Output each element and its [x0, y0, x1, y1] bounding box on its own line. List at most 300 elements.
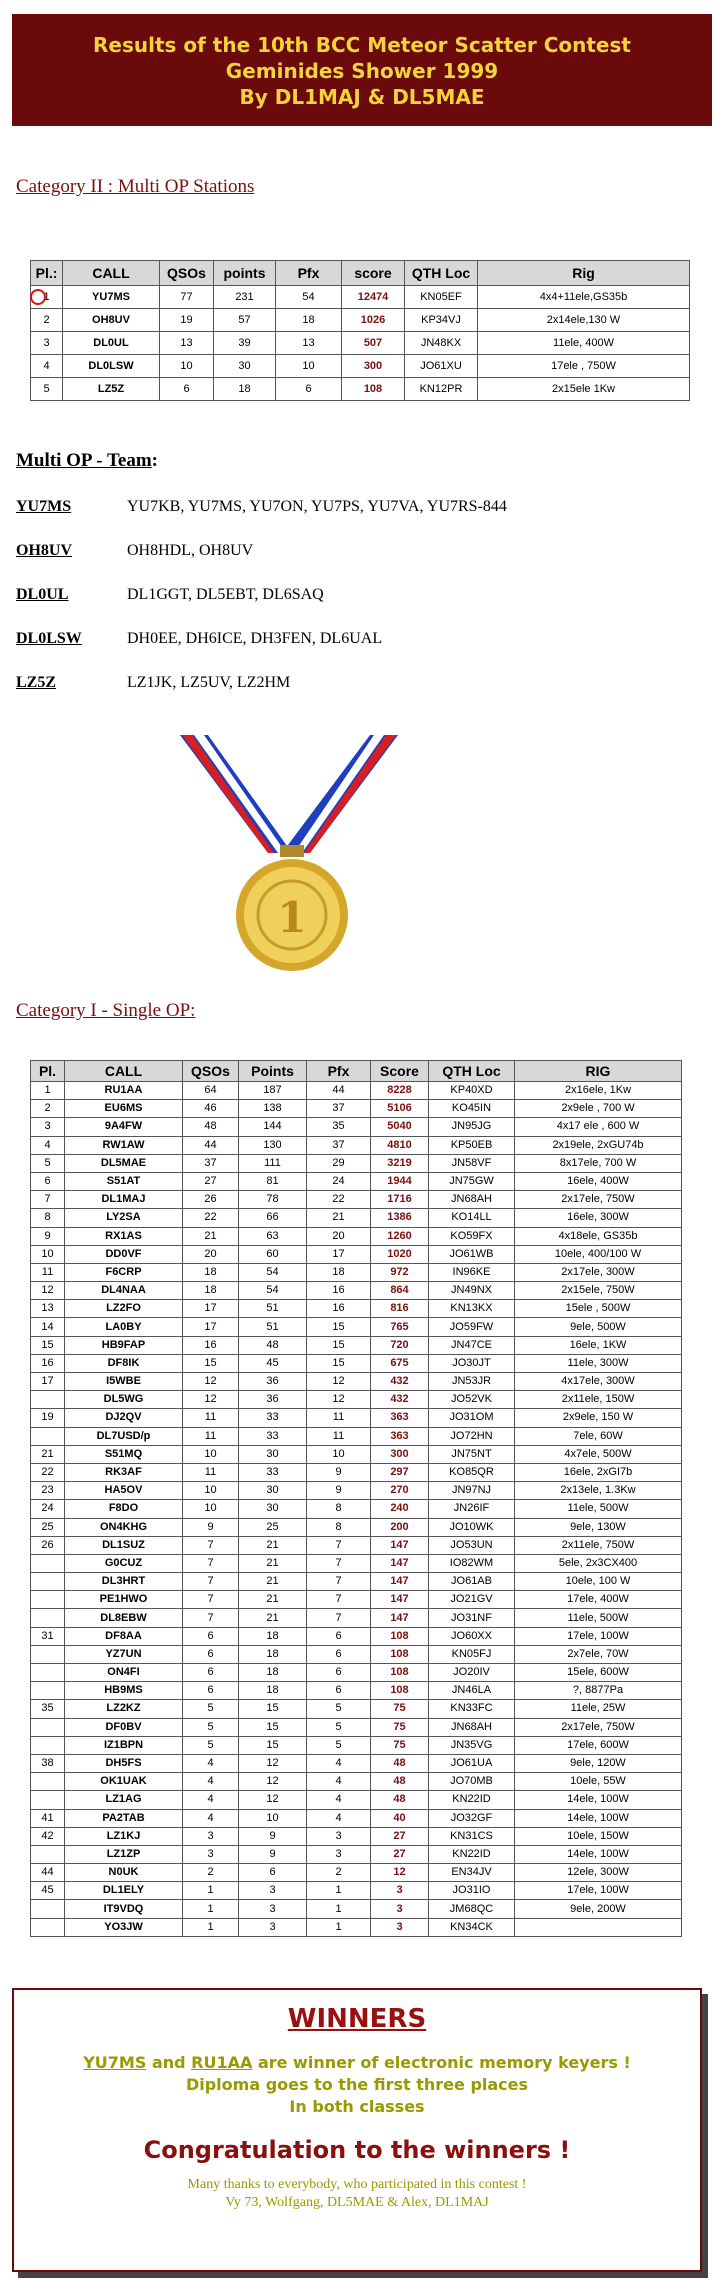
- qsos-cell: 37: [183, 1154, 239, 1172]
- pfx-cell: 22: [307, 1191, 371, 1209]
- call-cell: LZ1ZP: [65, 1845, 183, 1863]
- pfx-cell: 37: [307, 1100, 371, 1118]
- score-cell: 108: [371, 1645, 429, 1663]
- qth-loc-cell: JM68QC: [429, 1900, 515, 1918]
- table-row: [31, 1263, 682, 1281]
- pfx-cell: 15: [307, 1354, 371, 1372]
- table-row: [31, 1373, 682, 1391]
- table-row: [31, 1591, 682, 1609]
- column-header: Points: [239, 1061, 307, 1082]
- winners-line1-rest: are winner of electronic memory keyers !: [252, 2053, 631, 2072]
- pfx-cell: 9: [307, 1482, 371, 1500]
- points-cell: 144: [239, 1118, 307, 1136]
- points-cell: 60: [239, 1245, 307, 1263]
- qth-loc-cell: KO85QR: [429, 1463, 515, 1481]
- qsos-cell: 12: [183, 1391, 239, 1409]
- table-row: [31, 1482, 682, 1500]
- points-cell: 9: [239, 1827, 307, 1845]
- team-members: DL1GGT, DL5EBT, DL6SAQ: [127, 586, 324, 603]
- rig-cell: 2x17ele, 300W: [515, 1263, 682, 1281]
- winners-line1: [14, 2052, 700, 2074]
- points-cell: 10: [239, 1809, 307, 1827]
- pfx-cell: 9: [307, 1463, 371, 1481]
- score-cell: 816: [371, 1300, 429, 1318]
- team-row: [16, 630, 382, 648]
- rig-cell: 16ele, 300W: [515, 1209, 682, 1227]
- pfx-cell: 5: [307, 1700, 371, 1718]
- table-row: [31, 1627, 682, 1645]
- points-cell: 18: [239, 1627, 307, 1645]
- call-cell: DD0VF: [65, 1245, 183, 1263]
- points-cell: 30: [214, 355, 276, 378]
- qth-loc-cell: JN35VG: [429, 1736, 515, 1754]
- place-cell: 16: [31, 1354, 65, 1372]
- score-cell: 108: [371, 1664, 429, 1682]
- rig-cell: 2x14ele,130 W: [478, 309, 690, 332]
- call-cell: G0CUZ: [65, 1554, 183, 1572]
- points-cell: 36: [239, 1373, 307, 1391]
- points-cell: 9: [239, 1845, 307, 1863]
- call-cell: LY2SA: [65, 1209, 183, 1227]
- place-cell: 35: [31, 1700, 65, 1718]
- score-cell: 3: [371, 1918, 429, 1936]
- rig-cell: 4x18ele, GS35b: [515, 1227, 682, 1245]
- place-cell: 7: [31, 1191, 65, 1209]
- rig-cell: 7ele, 60W: [515, 1427, 682, 1445]
- qth-loc-cell: JO30JT: [429, 1354, 515, 1372]
- team-row: [16, 498, 507, 516]
- qth-loc-cell: JO31OM: [429, 1409, 515, 1427]
- column-header: Rig: [478, 261, 690, 286]
- points-cell: 30: [239, 1500, 307, 1518]
- qth-loc-cell: JN68AH: [429, 1718, 515, 1736]
- place-cell: [31, 1645, 65, 1663]
- place-cell: 45: [31, 1882, 65, 1900]
- rig-cell: 15ele , 500W: [515, 1300, 682, 1318]
- call-cell: DL1MAJ: [65, 1191, 183, 1209]
- table-row: [31, 1318, 682, 1336]
- score-cell: 1260: [371, 1227, 429, 1245]
- call-cell: I5WBE: [65, 1373, 183, 1391]
- table-row: [31, 1882, 682, 1900]
- score-cell: 3219: [371, 1154, 429, 1172]
- rig-cell: 16ele, 2xGI7b: [515, 1463, 682, 1481]
- place-cell: 19: [31, 1409, 65, 1427]
- call-cell: DL0UL: [63, 332, 160, 355]
- call-cell: EU6MS: [65, 1100, 183, 1118]
- score-cell: 48: [371, 1754, 429, 1772]
- qsos-cell: 7: [183, 1591, 239, 1609]
- qth-loc-cell: JO61WB: [429, 1245, 515, 1263]
- points-cell: 48: [239, 1336, 307, 1354]
- table-row: [31, 355, 690, 378]
- qsos-cell: 4: [183, 1791, 239, 1809]
- medal-number: 1: [277, 893, 307, 942]
- qsos-cell: 1: [183, 1900, 239, 1918]
- column-header: QTH Loc: [429, 1061, 515, 1082]
- rig-cell: 16ele, 1KW: [515, 1336, 682, 1354]
- score-cell: 1020: [371, 1245, 429, 1263]
- place-cell: 4: [31, 355, 63, 378]
- table-row: [31, 1609, 682, 1627]
- qth-loc-cell: JO53UN: [429, 1536, 515, 1554]
- place-cell: 2: [31, 309, 63, 332]
- pfx-cell: 1: [307, 1918, 371, 1936]
- table-row: [31, 286, 690, 309]
- qth-loc-cell: KO14LL: [429, 1209, 515, 1227]
- team-row: [16, 542, 253, 560]
- place-cell: 8: [31, 1209, 65, 1227]
- score-cell: 200: [371, 1518, 429, 1536]
- place-cell: [31, 1664, 65, 1682]
- score-cell: 4810: [371, 1136, 429, 1154]
- place-cell: 4: [31, 1136, 65, 1154]
- rig-cell: 2x7ele, 70W: [515, 1645, 682, 1663]
- call-cell: YZ7UN: [65, 1645, 183, 1663]
- score-cell: 48: [371, 1791, 429, 1809]
- table-row: [31, 1664, 682, 1682]
- pfx-cell: 4: [307, 1791, 371, 1809]
- place-cell: 15: [31, 1336, 65, 1354]
- points-cell: 18: [239, 1664, 307, 1682]
- category1-heading: Category I - Single OP:: [16, 1000, 196, 1021]
- qth-loc-cell: JN26IF: [429, 1500, 515, 1518]
- table-row: [31, 1209, 682, 1227]
- place-cell: 13: [31, 1300, 65, 1318]
- table-row: [31, 1827, 682, 1845]
- qsos-cell: 10: [183, 1500, 239, 1518]
- column-header: points: [214, 261, 276, 286]
- points-cell: 54: [239, 1282, 307, 1300]
- qsos-cell: 5: [183, 1736, 239, 1754]
- qth-loc-cell: JO70MB: [429, 1773, 515, 1791]
- team-call: LZ5Z: [16, 674, 57, 691]
- call-cell: DL0LSW: [63, 355, 160, 378]
- qsos-cell: 21: [183, 1227, 239, 1245]
- score-cell: 147: [371, 1536, 429, 1554]
- qth-loc-cell: JO52VK: [429, 1391, 515, 1409]
- team-heading: [16, 450, 158, 472]
- pfx-cell: 4: [307, 1754, 371, 1772]
- points-cell: 25: [239, 1518, 307, 1536]
- place-cell: 2: [31, 1100, 65, 1118]
- table-row: [31, 332, 690, 355]
- pfx-cell: 29: [307, 1154, 371, 1172]
- pfx-cell: 5: [307, 1718, 371, 1736]
- call-cell: HA5OV: [65, 1482, 183, 1500]
- qsos-cell: 19: [160, 309, 214, 332]
- score-cell: 300: [342, 355, 405, 378]
- call-cell: DF0BV: [65, 1718, 183, 1736]
- place-cell: 38: [31, 1754, 65, 1772]
- ribbon: [180, 735, 398, 853]
- qsos-cell: 4: [183, 1809, 239, 1827]
- call-cell: RK3AF: [65, 1463, 183, 1481]
- pfx-cell: 10: [307, 1445, 371, 1463]
- table-row: [31, 1845, 682, 1863]
- rig-cell: 2x13ele, 1.3Kw: [515, 1482, 682, 1500]
- qth-loc-cell: JN47CE: [429, 1336, 515, 1354]
- column-header: Score: [371, 1061, 429, 1082]
- points-cell: 33: [239, 1409, 307, 1427]
- multi-op-results-table: [30, 260, 690, 401]
- score-cell: 972: [371, 1263, 429, 1281]
- call-cell: HB9MS: [65, 1682, 183, 1700]
- qsos-cell: 6: [183, 1627, 239, 1645]
- qth-loc-cell: JN49NX: [429, 1282, 515, 1300]
- pfx-cell: 20: [307, 1227, 371, 1245]
- call-cell: IT9VDQ: [65, 1900, 183, 1918]
- points-cell: 33: [239, 1463, 307, 1481]
- qth-loc-cell: JO31NF: [429, 1609, 515, 1627]
- points-cell: 45: [239, 1354, 307, 1372]
- qsos-cell: 17: [183, 1300, 239, 1318]
- points-cell: 54: [239, 1263, 307, 1281]
- score-cell: 12: [371, 1864, 429, 1882]
- team-members: LZ1JK, LZ5UV, LZ2HM: [127, 674, 291, 691]
- team-members: YU7KB, YU7MS, YU7ON, YU7PS, YU7VA, YU7RS-844: [127, 498, 507, 515]
- call-cell: DL1SUZ: [65, 1536, 183, 1554]
- place-cell: 44: [31, 1864, 65, 1882]
- points-cell: 15: [239, 1718, 307, 1736]
- score-cell: 3: [371, 1882, 429, 1900]
- qth-loc-cell: JO10WK: [429, 1518, 515, 1536]
- call-cell: DJ2QV: [65, 1409, 183, 1427]
- call-cell: DL5MAE: [65, 1154, 183, 1172]
- call-cell: F8DO: [65, 1500, 183, 1518]
- place-cell: 31: [31, 1627, 65, 1645]
- points-cell: 12: [239, 1773, 307, 1791]
- qth-loc-cell: KP40XD: [429, 1082, 515, 1100]
- place-cell: [31, 1736, 65, 1754]
- qth-loc-cell: KN33FC: [429, 1700, 515, 1718]
- qsos-cell: 18: [183, 1263, 239, 1281]
- score-cell: 765: [371, 1318, 429, 1336]
- place-cell: [31, 1609, 65, 1627]
- team-heading-colon: :: [151, 450, 158, 471]
- qth-loc-cell: JO61AB: [429, 1573, 515, 1591]
- pfx-cell: 6: [307, 1664, 371, 1682]
- qth-loc-cell: KO45IN: [429, 1100, 515, 1118]
- pfx-cell: 7: [307, 1554, 371, 1572]
- gold-medal-image: [170, 735, 410, 985]
- points-cell: 111: [239, 1154, 307, 1172]
- qsos-cell: 17: [183, 1318, 239, 1336]
- rig-cell: 9ele, 130W: [515, 1518, 682, 1536]
- call-cell: DL4NAA: [65, 1282, 183, 1300]
- qsos-cell: 4: [183, 1773, 239, 1791]
- score-cell: 75: [371, 1718, 429, 1736]
- rig-cell: 14ele, 100W: [515, 1791, 682, 1809]
- points-cell: 3: [239, 1900, 307, 1918]
- pfx-cell: 18: [276, 309, 342, 332]
- rig-cell: 17ele, 100W: [515, 1627, 682, 1645]
- table-row: [31, 1518, 682, 1536]
- pfx-cell: 18: [307, 1263, 371, 1281]
- rig-cell: 2x17ele, 750W: [515, 1191, 682, 1209]
- banner-title-line2: Geminides Shower 1999: [225, 59, 499, 83]
- points-cell: 21: [239, 1609, 307, 1627]
- place-cell: 1: [31, 286, 63, 309]
- points-cell: 57: [214, 309, 276, 332]
- qsos-cell: 10: [160, 355, 214, 378]
- qsos-cell: 10: [183, 1445, 239, 1463]
- pfx-cell: 1: [307, 1900, 371, 1918]
- rig-cell: 2x17ele, 750W: [515, 1718, 682, 1736]
- table-row: [31, 1573, 682, 1591]
- table-row: [31, 1245, 682, 1263]
- qth-loc-cell: JN97NJ: [429, 1482, 515, 1500]
- pfx-cell: 44: [307, 1082, 371, 1100]
- score-cell: 270: [371, 1482, 429, 1500]
- qsos-cell: 46: [183, 1100, 239, 1118]
- table-row: [31, 1918, 682, 1936]
- qth-loc-cell: JO20IV: [429, 1664, 515, 1682]
- call-cell: LZ2FO: [65, 1300, 183, 1318]
- thanks-line2: Vy 73, Wolfgang, DL5MAE & Alex, DL1MAJ: [225, 2195, 489, 2210]
- place-cell: [31, 1773, 65, 1791]
- qth-loc-cell: JN46LA: [429, 1682, 515, 1700]
- place-cell: 6: [31, 1172, 65, 1190]
- pfx-cell: 8: [307, 1518, 371, 1536]
- pfx-cell: 54: [276, 286, 342, 309]
- table-row: [31, 1900, 682, 1918]
- column-header: Pl.:: [31, 261, 63, 286]
- qsos-cell: 9: [183, 1518, 239, 1536]
- place-cell: 41: [31, 1809, 65, 1827]
- qsos-cell: 6: [183, 1664, 239, 1682]
- call-cell: PE1HWO: [65, 1591, 183, 1609]
- qth-loc-cell: JN68AH: [429, 1191, 515, 1209]
- call-cell: DL1ELY: [65, 1882, 183, 1900]
- pfx-cell: 7: [307, 1536, 371, 1554]
- score-cell: 432: [371, 1373, 429, 1391]
- rig-cell: 17ele , 750W: [478, 355, 690, 378]
- banner-title-line1: Results of the 10th BCC Meteor Scatter Contest: [93, 33, 631, 57]
- points-cell: 63: [239, 1227, 307, 1245]
- points-cell: 51: [239, 1318, 307, 1336]
- table-header-row: [31, 261, 690, 286]
- call-cell: HB9FAP: [65, 1336, 183, 1354]
- score-cell: 147: [371, 1554, 429, 1572]
- points-cell: 30: [239, 1482, 307, 1500]
- place-cell: [31, 1918, 65, 1936]
- column-header: CALL: [63, 261, 160, 286]
- team-members: OH8HDL, OH8UV: [127, 542, 254, 559]
- call-cell: S51AT: [65, 1172, 183, 1190]
- team-call: DL0UL: [16, 586, 69, 603]
- single-op-results-table: [30, 1060, 682, 1937]
- table-row: [31, 1718, 682, 1736]
- qth-loc-cell: JO31IO: [429, 1882, 515, 1900]
- score-cell: 864: [371, 1282, 429, 1300]
- points-cell: 12: [239, 1791, 307, 1809]
- place-cell: 11: [31, 1263, 65, 1281]
- qsos-cell: 2: [183, 1864, 239, 1882]
- call-cell: DL7USD/p: [65, 1427, 183, 1445]
- table-row: [31, 1809, 682, 1827]
- qsos-cell: 10: [183, 1482, 239, 1500]
- pfx-cell: 7: [307, 1591, 371, 1609]
- rig-cell: 14ele, 100W: [515, 1809, 682, 1827]
- score-cell: 297: [371, 1463, 429, 1481]
- title-banner: [12, 14, 712, 126]
- pfx-cell: 1: [307, 1882, 371, 1900]
- qth-loc-cell: JO59FW: [429, 1318, 515, 1336]
- score-cell: 108: [371, 1627, 429, 1645]
- table-row: [31, 1409, 682, 1427]
- qsos-cell: 44: [183, 1136, 239, 1154]
- rig-cell: 2x16ele, 1Kw: [515, 1082, 682, 1100]
- qsos-cell: 7: [183, 1609, 239, 1627]
- qth-loc-cell: KN12PR: [405, 378, 478, 401]
- points-cell: 33: [239, 1427, 307, 1445]
- pfx-cell: 6: [307, 1682, 371, 1700]
- rig-cell: 17ele, 400W: [515, 1591, 682, 1609]
- score-cell: 147: [371, 1591, 429, 1609]
- call-cell: DL3HRT: [65, 1573, 183, 1591]
- place-cell: [31, 1718, 65, 1736]
- qth-loc-cell: JN75NT: [429, 1445, 515, 1463]
- qth-loc-cell: KN31CS: [429, 1827, 515, 1845]
- qsos-cell: 15: [183, 1354, 239, 1372]
- table-row: [31, 1154, 682, 1172]
- call-cell: RX1AS: [65, 1227, 183, 1245]
- qth-loc-cell: IN96KE: [429, 1263, 515, 1281]
- qth-loc-cell: JN58VF: [429, 1154, 515, 1172]
- points-cell: 6: [239, 1864, 307, 1882]
- qth-loc-cell: KN22ID: [429, 1845, 515, 1863]
- call-cell: YO3JW: [65, 1918, 183, 1936]
- table-row: [31, 1300, 682, 1318]
- call-cell: LZ1KJ: [65, 1827, 183, 1845]
- points-cell: 78: [239, 1191, 307, 1209]
- call-cell: RU1AA: [65, 1082, 183, 1100]
- points-cell: 15: [239, 1736, 307, 1754]
- table-row: [31, 1100, 682, 1118]
- rig-cell: 15ele, 600W: [515, 1664, 682, 1682]
- rig-cell: 4x4+11ele,GS35b: [478, 286, 690, 309]
- place-cell: 24: [31, 1500, 65, 1518]
- rig-cell: 11ele, 500W: [515, 1500, 682, 1518]
- place-cell: 23: [31, 1482, 65, 1500]
- winners-title: WINNERS: [287, 2004, 427, 2034]
- column-header: Pl.: [31, 1061, 65, 1082]
- qth-loc-cell: KO59FX: [429, 1227, 515, 1245]
- qsos-cell: 26: [183, 1191, 239, 1209]
- table-row: [31, 1082, 682, 1100]
- score-cell: 363: [371, 1427, 429, 1445]
- winners-line2: Diploma goes to the first three places: [185, 2075, 529, 2094]
- team-call: DL0LSW: [16, 630, 82, 647]
- table-row: [31, 1227, 682, 1245]
- place-cell: 22: [31, 1463, 65, 1481]
- points-cell: 51: [239, 1300, 307, 1318]
- place-cell: [31, 1845, 65, 1863]
- place-cell: [31, 1427, 65, 1445]
- points-cell: 18: [214, 378, 276, 401]
- qsos-cell: 4: [183, 1754, 239, 1772]
- winners-line3: In both classes: [289, 2097, 425, 2116]
- qsos-cell: 18: [183, 1282, 239, 1300]
- points-cell: 39: [214, 332, 276, 355]
- rig-cell: 4x17 ele , 600 W: [515, 1118, 682, 1136]
- congratulation-text: Congratulation to the winners !: [143, 2136, 571, 2164]
- team-call: OH8UV: [16, 542, 72, 559]
- table-row: [31, 378, 690, 401]
- place-cell: [31, 1573, 65, 1591]
- table-row: [31, 1645, 682, 1663]
